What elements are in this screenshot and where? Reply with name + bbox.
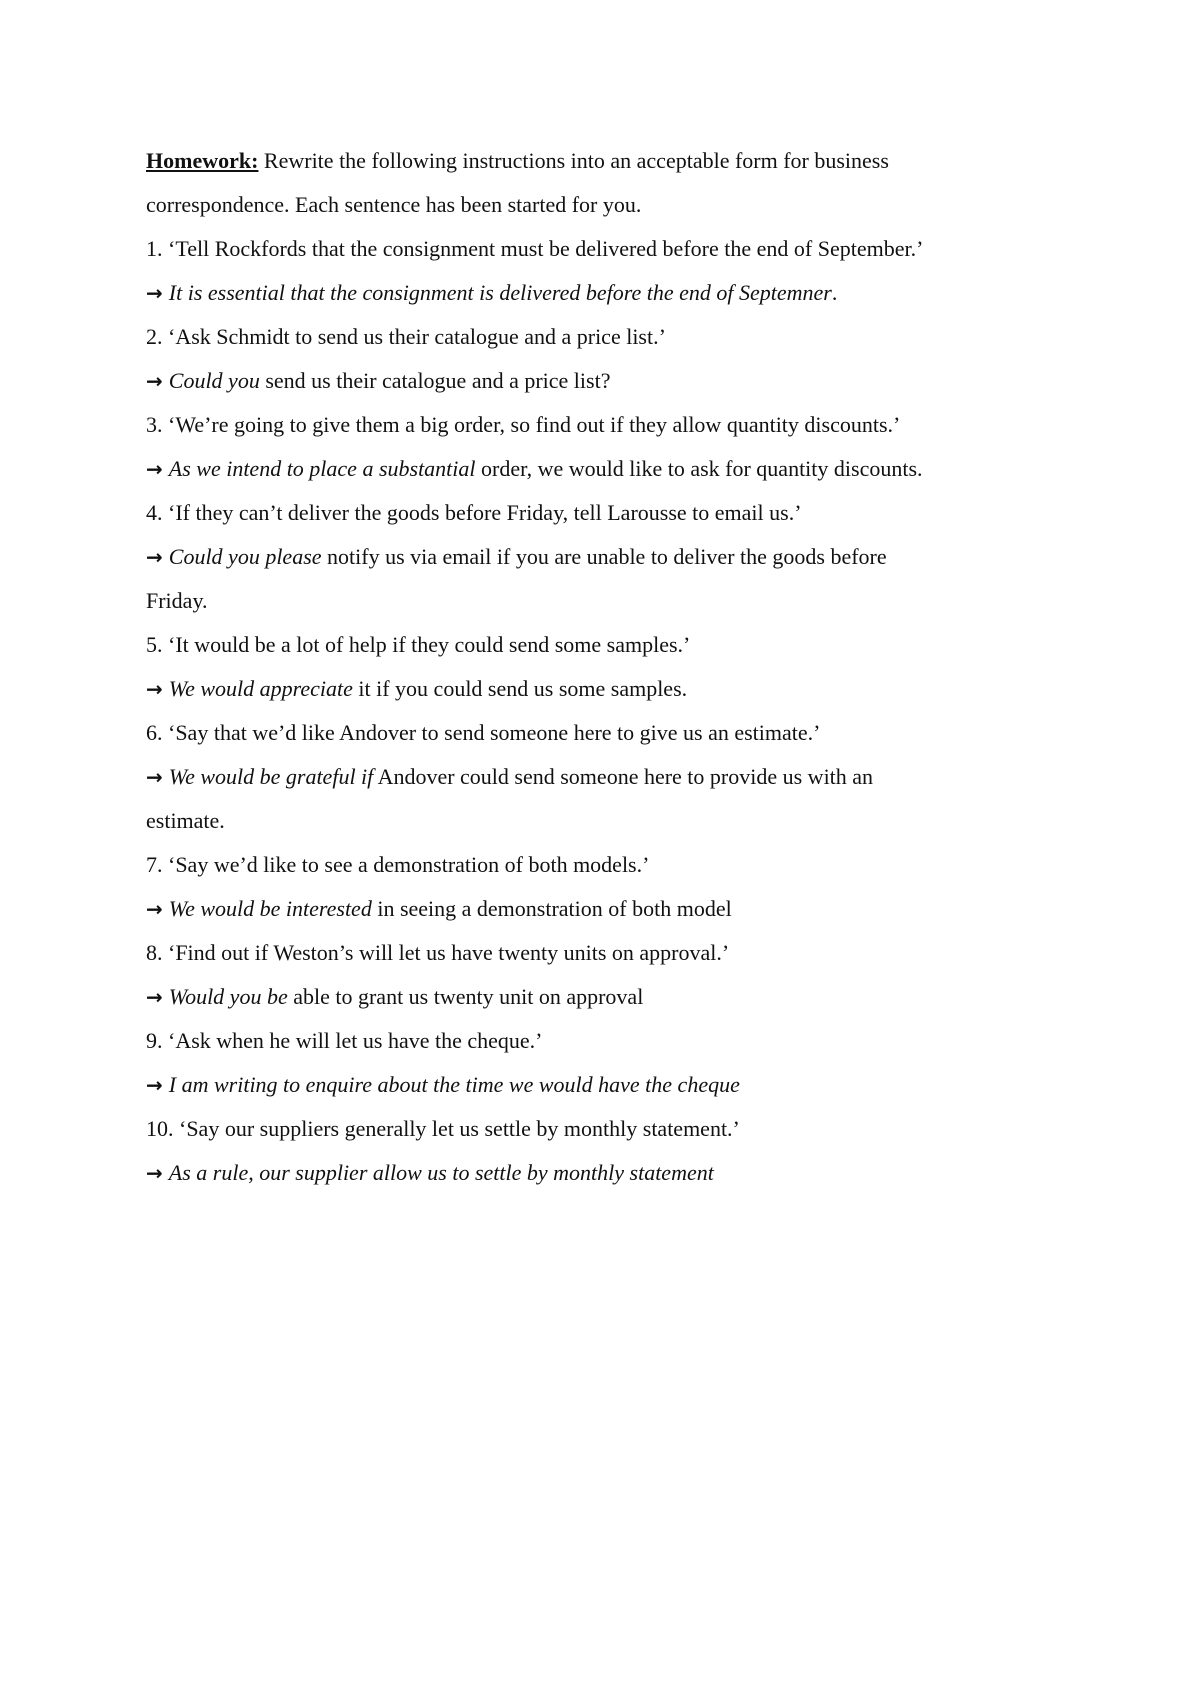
answer-italic-start: I am writing to enquire about the time we would have the cheque xyxy=(168,1072,740,1097)
answer-italic-start: As a rule, our supplier allow us to settle by monthly statement xyxy=(168,1160,714,1185)
answer-italic-start: Would you be xyxy=(168,984,288,1009)
homework-content xyxy=(146,145,1066,1201)
exercise-answer xyxy=(146,277,1066,321)
answer-italic-start: Could you xyxy=(168,368,260,393)
exercise-question: 1. ‘Tell Rockfords that the consignment must be delivered before the end of September.’ xyxy=(146,236,924,261)
answer-italic-start: We would be interested xyxy=(168,896,372,921)
answer-text: . xyxy=(831,280,838,305)
exercise-answer xyxy=(146,453,1066,497)
exercise-answer xyxy=(146,893,1066,937)
answer-text: order, we would like to ask for quantity discounts. xyxy=(475,456,923,481)
exercise-question: 4. ‘If they can’t deliver the goods before Friday, tell Larousse to email us.’ xyxy=(146,500,802,525)
exercise-question: 6. ‘Say that we’d like Andover to send someone here to give us an estimate.’ xyxy=(146,720,821,745)
homework-label: Homework: xyxy=(146,148,259,173)
arrow-right-icon: → xyxy=(146,677,163,701)
homework-header-line xyxy=(146,145,1066,189)
arrow-right-icon: → xyxy=(146,985,163,1009)
arrow-right-icon: → xyxy=(146,281,163,305)
exercise-answer xyxy=(146,541,1066,585)
exercise-answer xyxy=(146,761,1066,805)
exercise-question: 9. ‘Ask when he will let us have the cheque.’ xyxy=(146,1028,543,1053)
exercise-answer xyxy=(146,981,1066,1025)
arrow-right-icon: → xyxy=(146,1161,163,1185)
exercise-list xyxy=(146,233,1066,1201)
answer-italic-start: We would appreciate xyxy=(168,676,353,701)
exercise-answer-cont: Friday. xyxy=(146,588,208,613)
arrow-right-icon: → xyxy=(146,765,163,789)
answer-italic-start: Could you please xyxy=(168,544,322,569)
answer-text: able to grant us twenty unit on approval xyxy=(287,984,644,1009)
answer-text: notify us via email if you are unable to deliver the goods before xyxy=(321,544,887,569)
homework-instructions: Rewrite the following instructions into an acceptable form for business xyxy=(258,148,889,173)
arrow-right-icon: → xyxy=(146,545,163,569)
arrow-right-icon: → xyxy=(146,457,163,481)
answer-italic-start: As we intend to place a substantial xyxy=(168,456,476,481)
homework-instructions-cont: correspondence. Each sentence has been started for you. xyxy=(146,192,642,217)
arrow-right-icon: → xyxy=(146,1073,163,1097)
exercise-answer xyxy=(146,1069,1066,1113)
exercise-answer xyxy=(146,673,1066,717)
answer-text: in seeing a demonstration of both model xyxy=(371,896,732,921)
exercise-answer xyxy=(146,365,1066,409)
exercise-answer-cont: estimate. xyxy=(146,808,225,833)
exercise-question: 2. ‘Ask Schmidt to send us their catalogue and a price list.’ xyxy=(146,324,666,349)
exercise-question: 3. ‘We’re going to give them a big order, so find out if they allow quantity discounts.’ xyxy=(146,412,901,437)
answer-text: it if you could send us some samples. xyxy=(352,676,688,701)
exercise-question: 10. ‘Say our suppliers generally let us settle by monthly statement.’ xyxy=(146,1116,740,1141)
exercise-question: 5. ‘It would be a lot of help if they could send some samples.’ xyxy=(146,632,691,657)
answer-text: send us their catalogue and a price list? xyxy=(259,368,611,393)
answer-italic-start: It is essential that the consignment is delivered before the end of Septemner xyxy=(168,280,832,305)
answer-italic-start: We would be grateful if xyxy=(168,764,374,789)
exercise-question: 7. ‘Say we’d like to see a demonstration of both models.’ xyxy=(146,852,650,877)
exercise-question: 8. ‘Find out if Weston’s will let us have twenty units on approval.’ xyxy=(146,940,730,965)
exercise-answer xyxy=(146,1157,1066,1201)
arrow-right-icon: → xyxy=(146,369,163,393)
arrow-right-icon: → xyxy=(146,897,163,921)
answer-text: Andover could send someone here to provide us with an xyxy=(373,764,874,789)
